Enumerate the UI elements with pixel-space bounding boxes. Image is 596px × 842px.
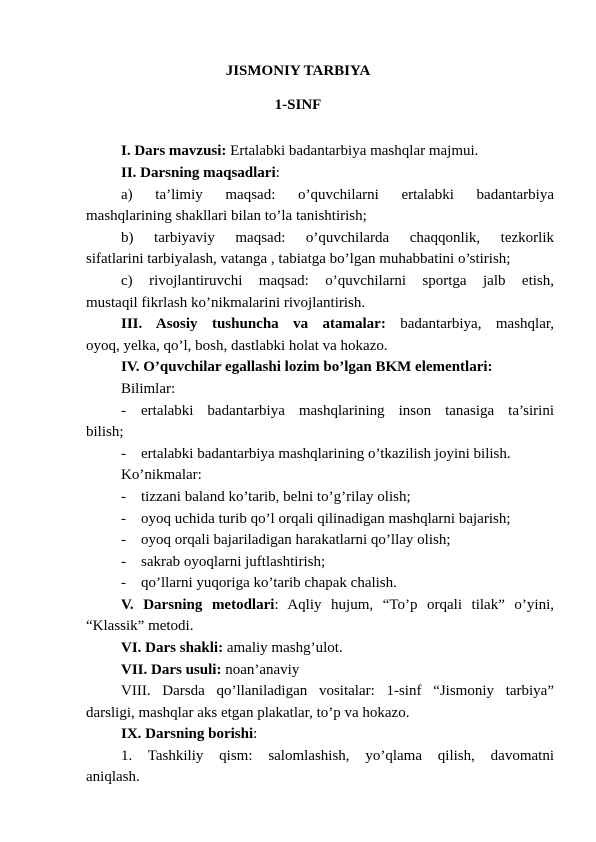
skill-item-1 (121, 488, 554, 506)
skill-item-2 (121, 510, 554, 528)
goals-label: II. Darsning maqsadlari (121, 165, 276, 181)
topic-label: I. Dars mavzusi: (121, 143, 227, 159)
topic-text: Ertalabki badantarbiya mashqlar majmui. (226, 143, 479, 159)
skill-item-1-text: tizzani baland ko’tarib, belni to’g’rilay olish; (141, 489, 411, 505)
dash: - (121, 575, 126, 591)
methods-line2: “Klassik” metodi. (86, 618, 194, 634)
goals-colon: : (275, 165, 280, 181)
knowledge-heading: Bilimlar: (121, 381, 176, 397)
goal-b-line2: sifatlarini tarbiyalash, vatanga , tabiatga bo’lgan muhabbatini o’stirish; (86, 251, 511, 267)
goal-b-line1: b) tarbiyaviy maqsad: o’quvchilarda chaqqonlik, tezkorlik (121, 230, 554, 246)
concepts-line2: oyoq, yelka, qo’l, bosh, dastlabki holat va hokazo. (86, 338, 388, 354)
process-colon: : (253, 726, 258, 742)
organizational-part-line1: 1. Tashkiliy qism: salomlashish, yo’qlama qilish, davomatni (121, 748, 554, 764)
goal-a-line1: a) ta’limiy maqsad: o’quvchilarni ertalabki badantarbiya (121, 187, 554, 203)
form-text: amaliy mashg’ulot. (223, 640, 343, 656)
knowledge-item-2-text: ertalabki badantarbiya mashqlarining o’tkazilish joyini bilish. (141, 446, 511, 462)
lesson-topic (121, 142, 554, 160)
process-label: IX. Darsning borishi (121, 726, 254, 742)
dash: - (121, 532, 126, 548)
dash: - (121, 554, 126, 570)
document-title: JISMONIY TARBIYA (225, 63, 371, 79)
skill-item-4-text: sakrab oyoqlarni juftlashtirish; (141, 554, 326, 570)
goal-c-line1: c) rivojlantiruvchi maqsad: o’quvchilarni sportga jalb etish, (121, 273, 554, 289)
bkm-heading (121, 358, 554, 376)
dash: - (121, 446, 126, 462)
skill-item-4 (121, 553, 554, 571)
methods-line1 (121, 596, 554, 614)
knowledge-item-1-line1 (121, 402, 554, 420)
grade-heading: 1-SINF (274, 97, 322, 113)
dash: - (121, 403, 126, 419)
concepts-label: III. Asosiy tushuncha va atamalar: (121, 316, 386, 332)
goal-c-line2: mustaqil fikrlash ko’nikmalarini rivojlantirish. (86, 295, 366, 311)
skills-heading: Ko’nikmalar: (121, 467, 202, 483)
form-label: VI. Dars shakli: (121, 640, 224, 656)
goal-a-line2: mashqlarining shakllari bilan to’la tanishtirish; (86, 208, 367, 224)
skill-item-3-text: oyoq orqali bajariladigan harakatlarni qo’llay olish; (141, 532, 451, 548)
dash: - (121, 511, 126, 527)
organizational-part-line2: aniqlash. (86, 769, 140, 785)
methods-text: : Aqliy hujum, “To’p orqali tilak” o’yini, (274, 597, 554, 613)
bkm-label: IV. O’quvchilar egallashi lozim bo’lgan BKM elementlari: (121, 359, 493, 375)
concepts-text: badantarbiya, mashqlar, (385, 316, 554, 332)
dash: - (121, 489, 126, 505)
skill-item-5-text: qo’llarni yuqoriga ko’tarib chapak chalish. (141, 575, 397, 591)
knowledge-item-1-line2: bilish; (86, 424, 124, 440)
knowledge-item-1-text: ertalabki badantarbiya mashqlarining inson tanasiga ta’sirini (141, 403, 554, 419)
method-label: VII. Dars usuli: (121, 662, 222, 678)
skill-item-2-text: oyoq uchida turib qo’l orqali qilinadigan mashqlarni bajarish; (141, 511, 511, 527)
tools-line1: VIII. Darsda qo’llaniladigan vositalar: 1-sinf “Jismoniy tarbiya” (121, 683, 554, 699)
lesson-form (121, 639, 554, 657)
knowledge-item-2 (121, 445, 554, 463)
skill-item-5 (121, 574, 554, 592)
methods-label: V. Darsning metodlari (121, 597, 275, 613)
method-text: noan’anaviy (221, 662, 300, 678)
skill-item-3 (121, 531, 554, 549)
lesson-process-heading (121, 725, 554, 743)
lesson-method (121, 661, 554, 679)
goals-heading (121, 164, 554, 182)
tools-line2: darsligi, mashqlar aks etgan plakatlar, to’p va hokazo. (86, 705, 410, 721)
concepts-line1 (121, 315, 554, 333)
